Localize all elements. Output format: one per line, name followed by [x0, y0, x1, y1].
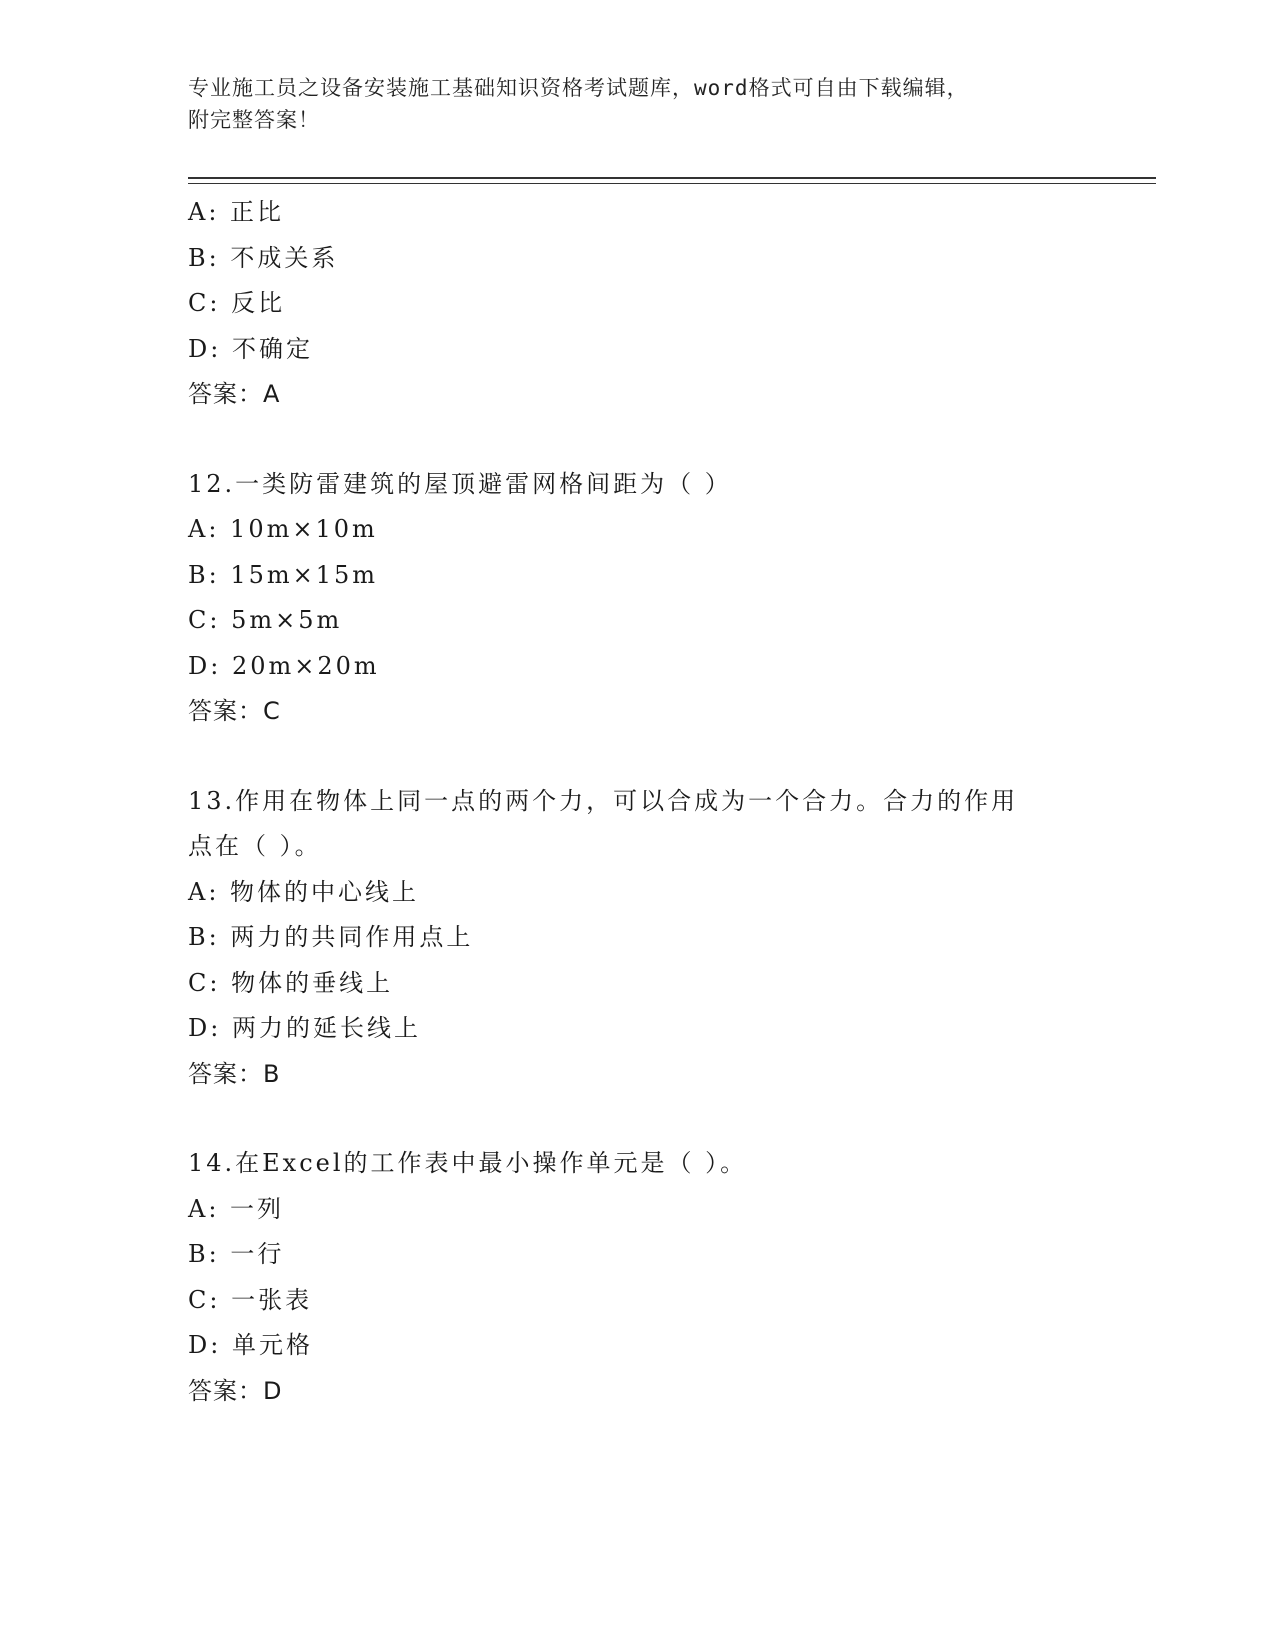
option-a: A: 正比: [188, 198, 285, 226]
option-c: C: 反比: [188, 289, 286, 317]
header-title-line-2: 附完整答案！: [188, 108, 320, 132]
option-b: B: 一行: [188, 1240, 285, 1268]
question-13: [188, 779, 1088, 1098]
option-c: C: 5m×5m: [188, 606, 343, 634]
answer: 答案：B: [188, 1059, 281, 1088]
question-text-line-1: 13.作用在物体上同一点的两个力，可以合成为一个合力。合力的作用: [188, 786, 1019, 815]
option-c: C: 一张表: [188, 1285, 313, 1314]
header-divider-thin: [188, 183, 1156, 184]
question-text: 14.在Excel的工作表中最小操作单元是（ ）。: [188, 1149, 748, 1177]
answer: 答案：C: [188, 697, 281, 725]
question-text: 12.一类防雷建筑的屋顶避雷网格间距为（ ）: [188, 469, 732, 498]
option-d: D: 20m×20m: [188, 651, 380, 680]
option-d: D: 两力的延长线上: [188, 1014, 421, 1042]
option-b: B: 两力的共同作用点上: [188, 923, 474, 951]
option-c: C: 物体的垂线上: [188, 968, 394, 997]
answer: 答案：D: [188, 1376, 283, 1405]
question-list: [188, 190, 1088, 1414]
spacer: [188, 735, 1088, 779]
spacer: [188, 418, 1088, 462]
document-header: [188, 72, 1088, 136]
option-b: B: 15m×15m: [188, 560, 379, 589]
header-title-line-1: 专业施工员之设备安装施工基础知识资格考试题库，word格式可自由下载编辑，: [188, 76, 969, 100]
question-12: [188, 462, 1088, 735]
question-14: [188, 1141, 1088, 1414]
question-text-line-2: 点在（ ）。: [188, 832, 322, 860]
option-b: B: 不成关系: [188, 243, 339, 272]
question-11-options: [188, 190, 1088, 418]
spacer: [188, 1097, 1088, 1141]
option-d: D: 不确定: [188, 334, 313, 363]
option-a: A: 10m×10m: [188, 515, 378, 543]
option-d: D: 单元格: [188, 1331, 313, 1359]
option-a: A: 一列: [188, 1194, 285, 1223]
option-a: A: 物体的中心线上: [188, 877, 420, 906]
header-divider-thick: [188, 177, 1156, 179]
answer: 答案：A: [188, 380, 281, 408]
